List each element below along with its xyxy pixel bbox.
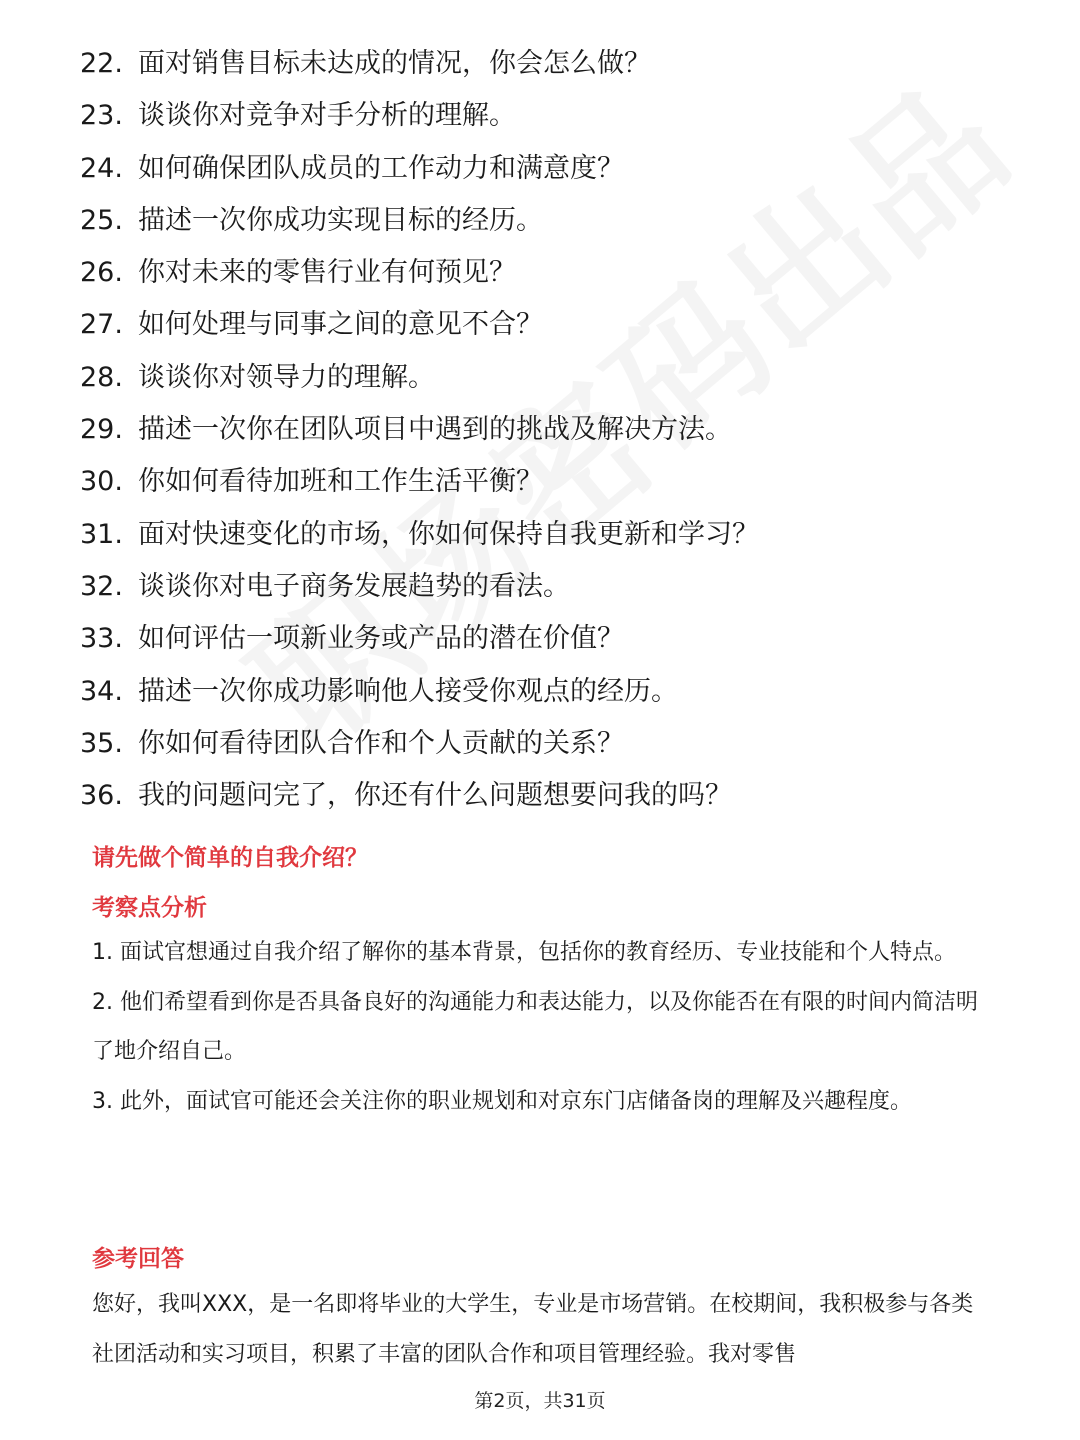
question-list (80, 38, 1040, 822)
question-number: 32. (80, 570, 123, 602)
answer-section (92, 1244, 992, 1274)
question-detail-title (92, 843, 992, 873)
question-text: 谈谈你对电子商务发展趋势的看法。 (138, 570, 570, 602)
question-text: 如何确保团队成员的工作动力和满意度？ (138, 152, 624, 184)
question-text: 面对销售目标未达成的情况，你会怎么做？ (138, 48, 651, 79)
analysis-points (92, 928, 992, 1126)
question-text: 如何评估一项新业务或产品的潜在价值？ (138, 623, 624, 655)
question-item (80, 352, 1040, 404)
question-text: 描述一次你成功实现目标的经历。 (138, 204, 543, 236)
question-text: 我的问题问完了，你还有什么问题想要问我的吗？ (138, 780, 732, 812)
question-number: 33. (80, 623, 123, 655)
page-footer: 第2页，共31页 (474, 1390, 606, 1412)
question-number: 28. (80, 361, 123, 393)
detail-question-heading: 请先做个简单的自我介绍？ (92, 845, 368, 871)
answer-text: 您好，我叫XXX，是一名即将毕业的大学生，专业是市场营销。在校期间，我积极参与各类社团活动和实习项目，积累了丰富的团队合作和项目管理经验。我对零售 (92, 1292, 974, 1367)
question-item (80, 613, 1040, 665)
question-item (80, 561, 1040, 613)
question-number: 24. (80, 152, 123, 184)
question-item (80, 770, 1040, 822)
question-item (80, 90, 1040, 142)
question-number: 25. (80, 204, 123, 236)
question-text: 描述一次你在团队项目中遇到的挑战及解决方法。 (138, 414, 732, 446)
question-text: 你对未来的零售行业有何预见？ (138, 257, 516, 289)
analysis-heading: 考察点分析 (92, 895, 207, 921)
question-number: 34. (80, 675, 123, 707)
question-item (80, 666, 1040, 718)
question-number: 36. (80, 780, 123, 812)
analysis-point: 3. 此外，面试官可能还会关注你的职业规划和对京东门店储备岗的理解及兴趣程度。 (92, 1088, 912, 1114)
question-item (80, 299, 1040, 351)
question-text: 你如何看待加班和工作生活平衡？ (138, 466, 543, 498)
question-item (80, 143, 1040, 195)
question-number: 30. (80, 466, 123, 498)
question-item (80, 247, 1040, 299)
question-text: 谈谈你对竞争对手分析的理解。 (138, 100, 516, 132)
analysis-point: 2. 他们希望看到你是否具备良好的沟通能力和表达能力，以及你能否在有限的时间内简洁明了地介绍自己。 (92, 989, 978, 1064)
question-number: 22. (80, 48, 123, 79)
question-number: 35. (80, 727, 123, 759)
question-number: 31. (80, 518, 123, 550)
analysis-section (92, 893, 992, 923)
question-number: 23. (80, 100, 123, 132)
analysis-point: 1. 面试官想通过自我介绍了解你的基本背景，包括你的教育经历、专业技能和个人特点。 (92, 940, 956, 965)
question-text: 描述一次你成功影响他人接受你观点的经历。 (138, 675, 678, 707)
question-number: 27. (80, 309, 123, 341)
question-text: 谈谈你对领导力的理解。 (138, 361, 435, 393)
answer-heading: 参考回答 (92, 1246, 184, 1272)
question-item (80, 456, 1040, 508)
answer-body (92, 1280, 992, 1379)
question-text: 面对快速变化的市场，你如何保持自我更新和学习？ (138, 518, 759, 550)
question-text: 你如何看待团队合作和个人贡献的关系？ (138, 727, 624, 759)
question-item (80, 509, 1040, 561)
question-item (80, 38, 1040, 90)
question-number: 26. (80, 257, 123, 289)
question-item (80, 195, 1040, 247)
question-item (80, 404, 1040, 456)
question-item (80, 718, 1040, 770)
question-number: 29. (80, 414, 123, 446)
question-text: 如何处理与同事之间的意见不合？ (138, 309, 543, 341)
